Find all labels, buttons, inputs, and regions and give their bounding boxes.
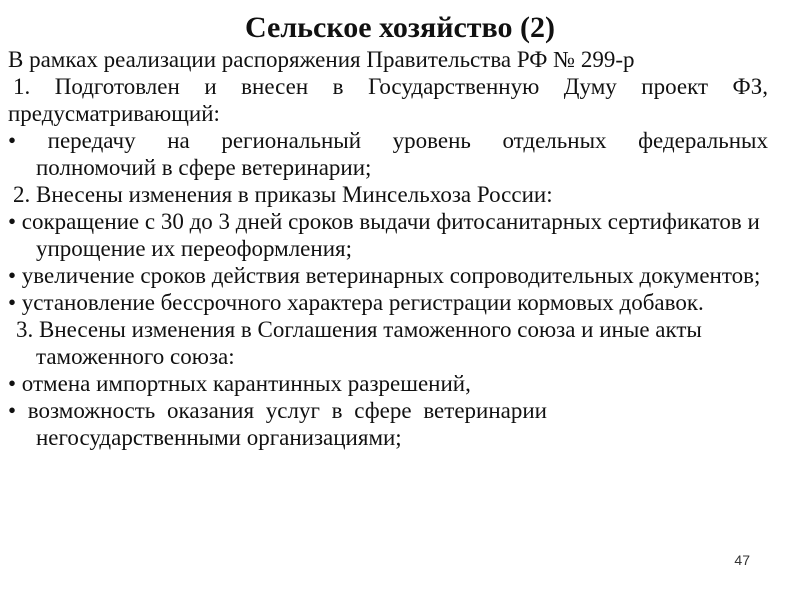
item-1-line-1: 1. Подготовлен и внесен в Государственную Думу проект ФЗ, (13, 74, 768, 99)
bullet-2: • сокращение с 30 до 3 дней сроков выдачи фитосанитарных сертификатов и упрощение их переоформления; (8, 209, 760, 261)
bullet-6-line-1: • возможность оказания услуг в сфере ветеринарии (8, 398, 547, 423)
bullet-5: • отмена импортных карантинных разрешений, (8, 371, 471, 396)
item-3: 3. Внесены изменения в Соглашения таможенного союза и иные акты таможенного союза: (16, 317, 702, 369)
item-1-line-2: предусматривающий: (8, 101, 220, 126)
bullet-6-line-2: негосударственными организациями; (36, 425, 402, 450)
bullet-1-line-1: • передачу на региональный уровень отдельных федеральных (8, 128, 768, 153)
intro-line: В рамках реализации распоряжения Правительства РФ № 299-р (8, 47, 635, 72)
bullet-3: • увеличение сроков действия ветеринарных сопроводительных документов; (8, 263, 761, 288)
item-2: 2. Внесены изменения в приказы Минсельхоза России: (13, 182, 553, 207)
bullet-4: • установление бессрочного характера регистрации кормовых добавок. (8, 290, 704, 315)
bullet-1-line-2: полномочий в сфере ветеринарии; (36, 155, 372, 180)
slide-title: Сельское хозяйство (2) (244, 11, 556, 44)
slide-body (8, 46, 768, 451)
page-number: 47 (734, 552, 750, 568)
